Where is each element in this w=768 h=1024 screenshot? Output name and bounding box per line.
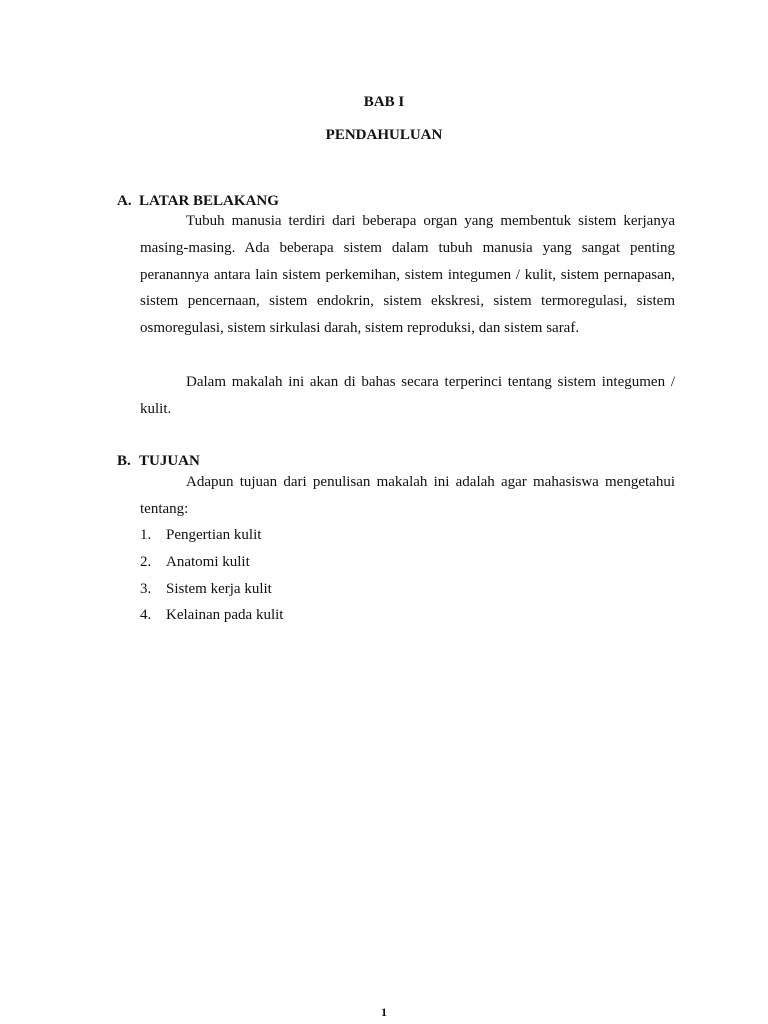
page-number: 1 [381,1005,387,1019]
paragraph: Adapun tujuan dari penulisan makalah ini adalah agar mahasiswa mengetahui tentang: [140,474,675,517]
section-marker: A. [117,193,132,209]
list-item [140,602,675,629]
list-item-number: 4. [140,607,152,624]
list-item-text: Pengertian kulit [166,527,262,543]
section-heading-tujuan [117,453,200,470]
list-item-number: 1. [140,527,152,543]
list-item [140,549,675,576]
list-item-number: 3. [140,580,152,597]
list-item-text: Kelainan pada kulit [166,607,284,624]
paragraph: Tubuh manusia terdiri dari beberapa organ yang membentuk sistem kerjanya masing-masing. Ada beberapa sistem dalam tubuh manusia yang sangat penting peranannya antara lain sistem perkemihan, sistem integumen / kulit, sistem pernapasan, sistem pencernaan, sistem endokrin, sistem ekskresi, sistem termoregulasi, sistem osmoregulasi, sistem sirkulasi darah, sistem reproduksi, dan sistem saraf. [140,213,675,337]
list-item [140,576,675,603]
list-item-text: Anatomi kulit [166,553,250,570]
list-item [140,522,675,549]
list-item-number: 2. [140,553,152,570]
section-title: TUJUAN [139,453,200,469]
list-item-text: Sistem kerja kulit [166,580,272,597]
section-marker: B. [117,453,131,469]
paragraph: Dalam makalah ini akan di bahas secara terperinci tentang sistem integumen / kulit. [140,374,675,417]
section-title: LATAR BELAKANG [139,193,279,209]
goal-list [140,522,675,629]
chapter-number: BAB I [363,94,405,110]
chapter-title: PENDAHULUAN [325,127,443,143]
